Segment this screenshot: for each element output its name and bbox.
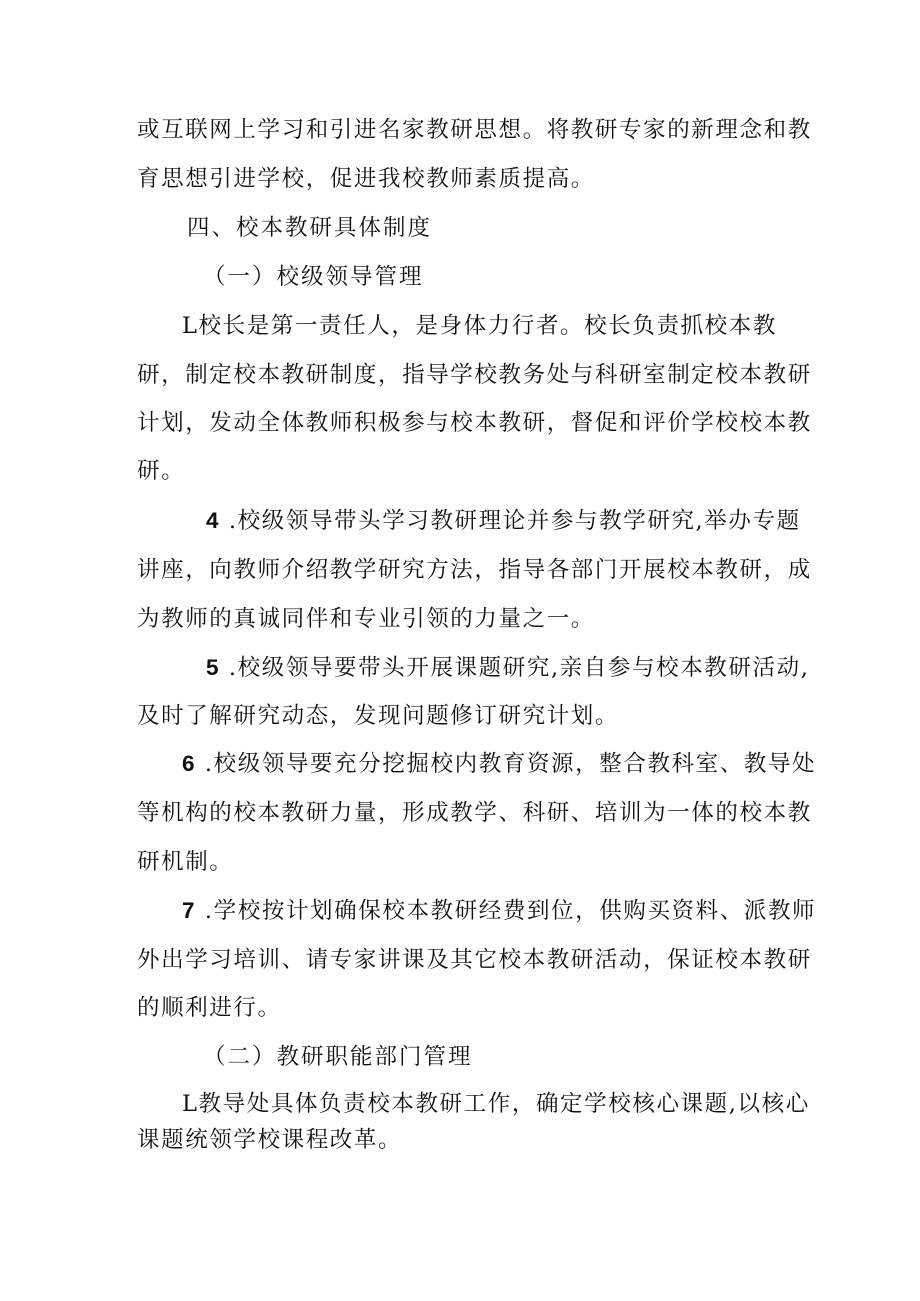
item-text: .校级领导要充分挖掘校内教育资源，整合教科室、教导处: [204, 751, 817, 777]
subsection-heading: （二）教研职能部门管理: [203, 1044, 473, 1070]
paragraph-line: 的顺利进行。: [137, 995, 282, 1021]
item-number: 6: [182, 751, 197, 776]
item-text: .校级领导带头学习教研理论并参与教学研究,举办专题: [228, 508, 801, 534]
item-number: 7: [182, 898, 197, 923]
paragraph-line: 课题统领学校课程改革。: [137, 1127, 403, 1153]
section-heading: 四、校本教研具体制度: [187, 215, 433, 241]
paragraph-line: 研。: [137, 458, 186, 484]
item-text: .学校按计划确保校本教研经费到位，供购买资料、派教师: [204, 898, 817, 924]
paragraph-line: 等机构的校本教研力量，形成教学、科研、培训为一体的校本教: [137, 800, 812, 826]
numbered-item: [182, 896, 816, 926]
item-text: .校级领导要带头开展课题研究,亲自参与校本教研活动,: [228, 655, 810, 681]
paragraph-line: 或互联网上学习和引进名家教研思想。将教研专家的新理念和教: [137, 117, 812, 143]
paragraph-line: L校长是第一责任人，是身体力行者。校长负责抓校本教: [182, 313, 777, 339]
numbered-item: [206, 653, 809, 683]
numbered-item: [206, 506, 801, 536]
paragraph-line: 育思想引进学校，促进我校教师素质提高。: [137, 166, 595, 192]
item-number: 4: [206, 508, 221, 533]
paragraph-line: 计划，发动全体教师积极参与校本教研，督促和评价学校校本教: [137, 410, 812, 436]
subsection-heading: （一）校级领导管理: [203, 264, 424, 290]
paragraph-line: 研机制。: [137, 849, 234, 875]
paragraph-line: 讲座，向教师介绍教学研究方法，指导各部门开展校本教研，成: [137, 557, 812, 583]
paragraph-line: L教导处具体负责校本教研工作，确定学校核心课题,以核心: [182, 1091, 810, 1117]
paragraph-line: 外出学习培训、请专家讲课及其它校本教研活动，保证校本教研: [137, 947, 812, 973]
numbered-item: [182, 749, 816, 779]
paragraph-line: 研，制定校本教研制度，指导学校教务处与科研室制定校本教研: [137, 362, 812, 388]
paragraph-line: 为教师的真诚同伴和专业引领的力量之一。: [137, 606, 595, 632]
paragraph-line: 及时了解研究动态，发现问题修订研究计划。: [137, 703, 620, 729]
item-number: 5: [206, 655, 221, 680]
